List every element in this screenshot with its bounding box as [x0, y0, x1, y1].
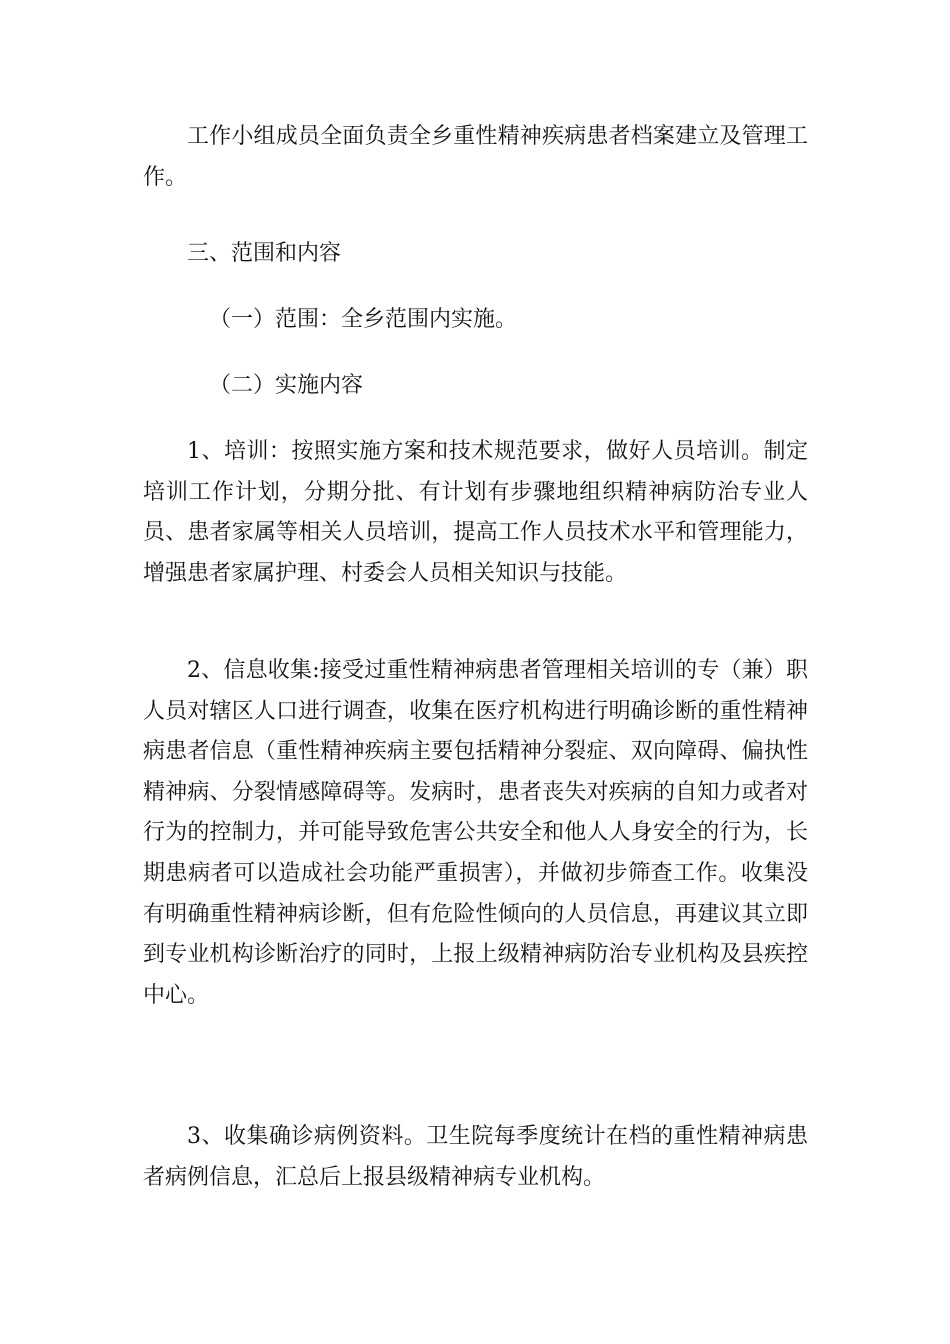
- paragraph-information-collection: 2、信息收集:接受过重性精神病患者管理相关培训的专（兼）职人员对辖区人口进行调查，收集在医疗机构进行明确诊断的重性精神病患者信息（重性精神疾病主要包括精神分裂症、双向障碍、偏执性精神病、分裂情感障碍等。发病时，患者丧失对疾病的自知力或者对行为的控制力，并可能导致危害公共安全和他人人身安全的行为，长期患病者可以造成社会功能严重损害），并做初步筛查工作。收集没有明确重性精神病诊断，但有危险性倾向的人员信息，再建议其立即到专业机构诊断治疗的同时，上报上级精神病防治专业机构及县疾控中心。: [143, 658, 808, 1008]
- subheading-implementation: （二）实施内容: [209, 373, 364, 398]
- section-heading-scope-content: 三、范围和内容: [187, 241, 342, 266]
- subheading-scope: （一）范围：全乡范围内实施。: [209, 307, 518, 332]
- paragraph-case-collection: 3、收集确诊病例资料。卫生院每季度统计在档的重性精神病患者病例信息，汇总后上报县级精神病专业机构。: [143, 1124, 808, 1190]
- paragraph-training: 1、培训：按照实施方案和技术规范要求，做好人员培训。制定培训工作计划，分期分批、有计划有步骤地组织精神病防治专业人员、患者家属等相关人员培训，提高工作人员技术水平和管理能力，增强患者家属护理、村委会人员相关知识与技能。: [143, 439, 808, 586]
- paragraph-work-group: 工作小组成员全面负责全乡重性精神疾病患者档案建立及管理工作。: [143, 124, 808, 190]
